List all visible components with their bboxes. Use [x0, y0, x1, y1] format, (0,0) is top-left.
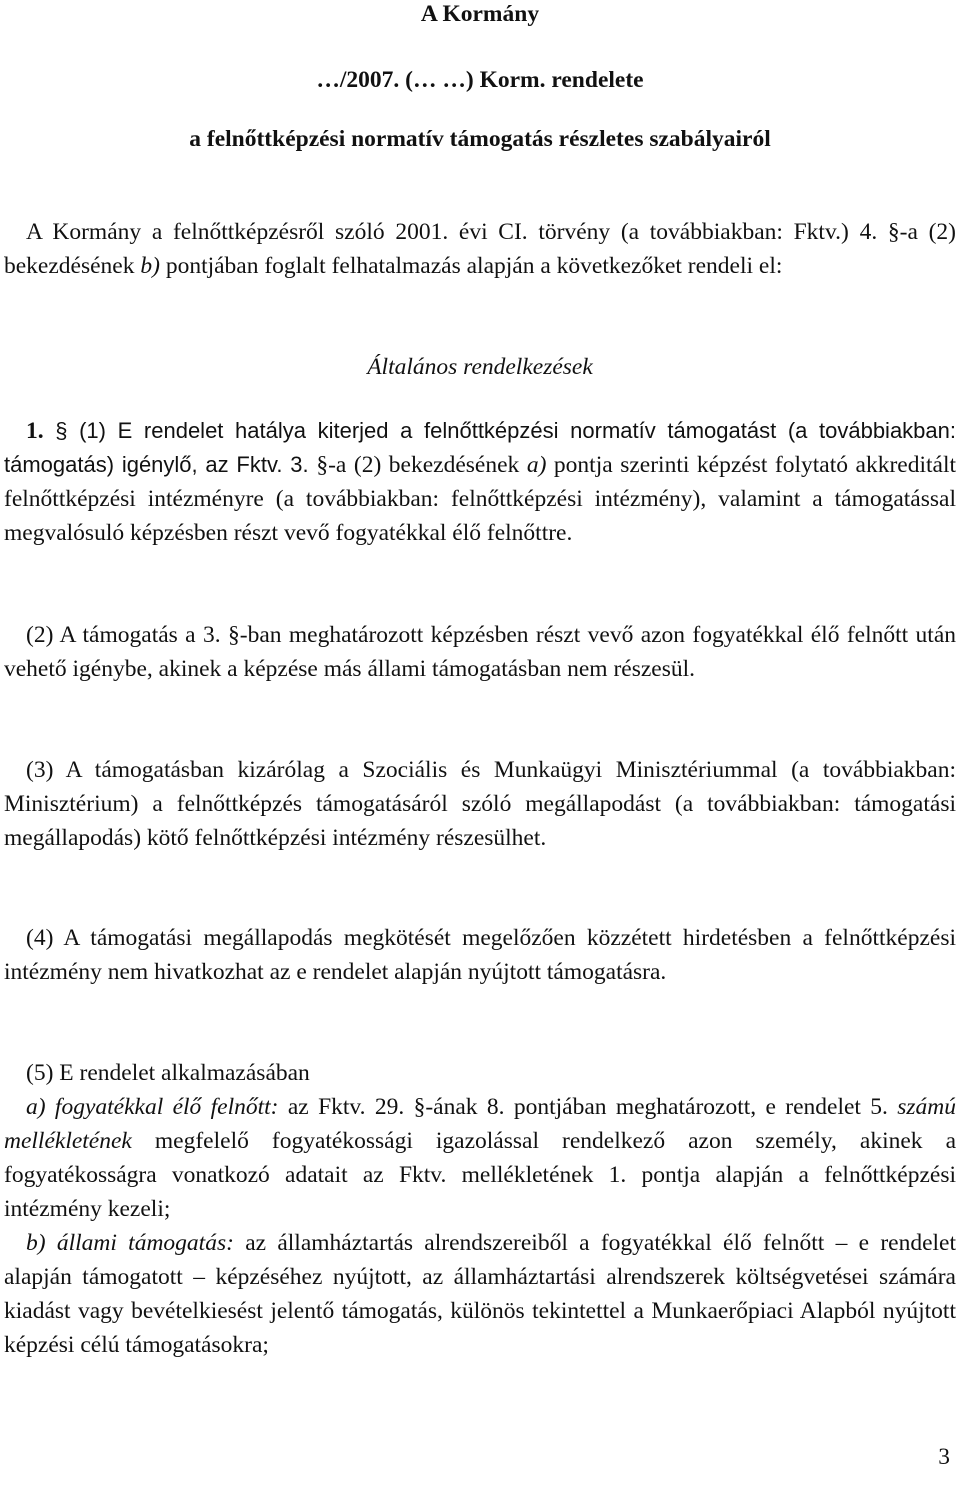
- definition-a: [4, 1090, 956, 1226]
- document-authority: A Kormány: [420, 1, 540, 27]
- definition-a-italic: számú mellékletének: [4, 1094, 957, 1154]
- section1-paragraph4: (4) A támogatási megállapodás megkötését megelőzően közzétett hirdetésben a felnőttképzési intézmény nem hivatkozhat az e rendelet alapján nyújtott támogatásra.: [4, 925, 956, 985]
- section1-paragraph5-intro: (5) E rendelet alkalmazásában: [26, 1060, 310, 1086]
- decree-number: …/2007. (… …) Korm. rendelete: [316, 67, 644, 93]
- preamble-italic: b): [140, 253, 160, 279]
- page-number: 3: [938, 1444, 950, 1470]
- section-heading: Általános rendelkezések: [367, 354, 593, 380]
- definition-b-text: az államháztartás alrendszereiből a fogyatékkal élő felnőtt – e rendelet alapján támogatott – képzéséhez nyújtott, az államháztartási alrendszerek költségvetései számára kiadást vagy bevételkiesést jelentő támogatás, különös tekintettel a Munkaerőpiaci Alapból nyújtott képzési célú támogatásokra;: [4, 1230, 957, 1358]
- preamble-part2: pontjában foglalt felhatalmazás alapján a következőket rendeli el:: [159, 253, 783, 279]
- p1-part1: § (1) E rendelet hatálya kiterjed a felnőttképzési normatív támogatást (a továbbiakban: támogatás) igénylő, az Fktv. 3.: [4, 418, 956, 477]
- definition-a-part2: megfelelő fogyatékossági igazolással rendelkező azon személy, akinek a fogyatékosságra vonatkozó adatait az Fktv. mellékletének 1. pontja alapján a felnőttképzési intézmény kezeli;: [4, 1128, 956, 1222]
- definition-a-term: a) fogyatékkal élő felnőtt:: [26, 1094, 279, 1120]
- preamble: [4, 215, 956, 283]
- section1-paragraph3: (3) A támogatásban kizárólag a Szociális és Munkaügyi Minisztériummal (a továbbiakban: Minisztérium) a felnőttképzés támogatásáról szóló megállapodást (a továbbiakban: támogatási megállapodás) kötő felnőttképzési intézmény részesülhet.: [4, 757, 956, 851]
- definitions-list: [4, 1090, 956, 1362]
- preamble-part1: A Kormány a felnőttképzésről szóló 2001. évi CI. törvény (a továbbiakban: Fktv.) 4. §-a (2) bekezdésének: [4, 219, 956, 279]
- p1-part3: pontja szerinti képzést folytató akkreditált felnőttképzési intézményre (a továbbiakban: felnőttképzési intézmény), valamint a támogatással megvalósuló képzésben részt vevő fogyatékkal élő felnőttre.: [4, 452, 957, 546]
- definition-a-part1: az Fktv. 29. §-ának 8. pontjában meghatározott, e rendelet 5.: [278, 1094, 898, 1120]
- decree-subject: a felnőttképzési normatív támogatás részletes szabályairól: [189, 126, 771, 152]
- p1-italic: a): [526, 452, 547, 478]
- document-page: [4, 0, 956, 1488]
- definition-b-term: b) állami támogatás:: [26, 1230, 234, 1256]
- section1-paragraph2: (2) A támogatás a 3. §-ban meghatározott képzésben részt vevő azon fogyatékkal élő felnőtt után vehető igénybe, akinek a képzése más állami támogatásban nem részesül.: [4, 622, 956, 682]
- p1-part2: §-a (2) bekezdésének: [316, 452, 527, 478]
- section-number: 1.: [26, 418, 44, 444]
- definition-b: [4, 1226, 956, 1362]
- section1-paragraph1: [4, 414, 956, 550]
